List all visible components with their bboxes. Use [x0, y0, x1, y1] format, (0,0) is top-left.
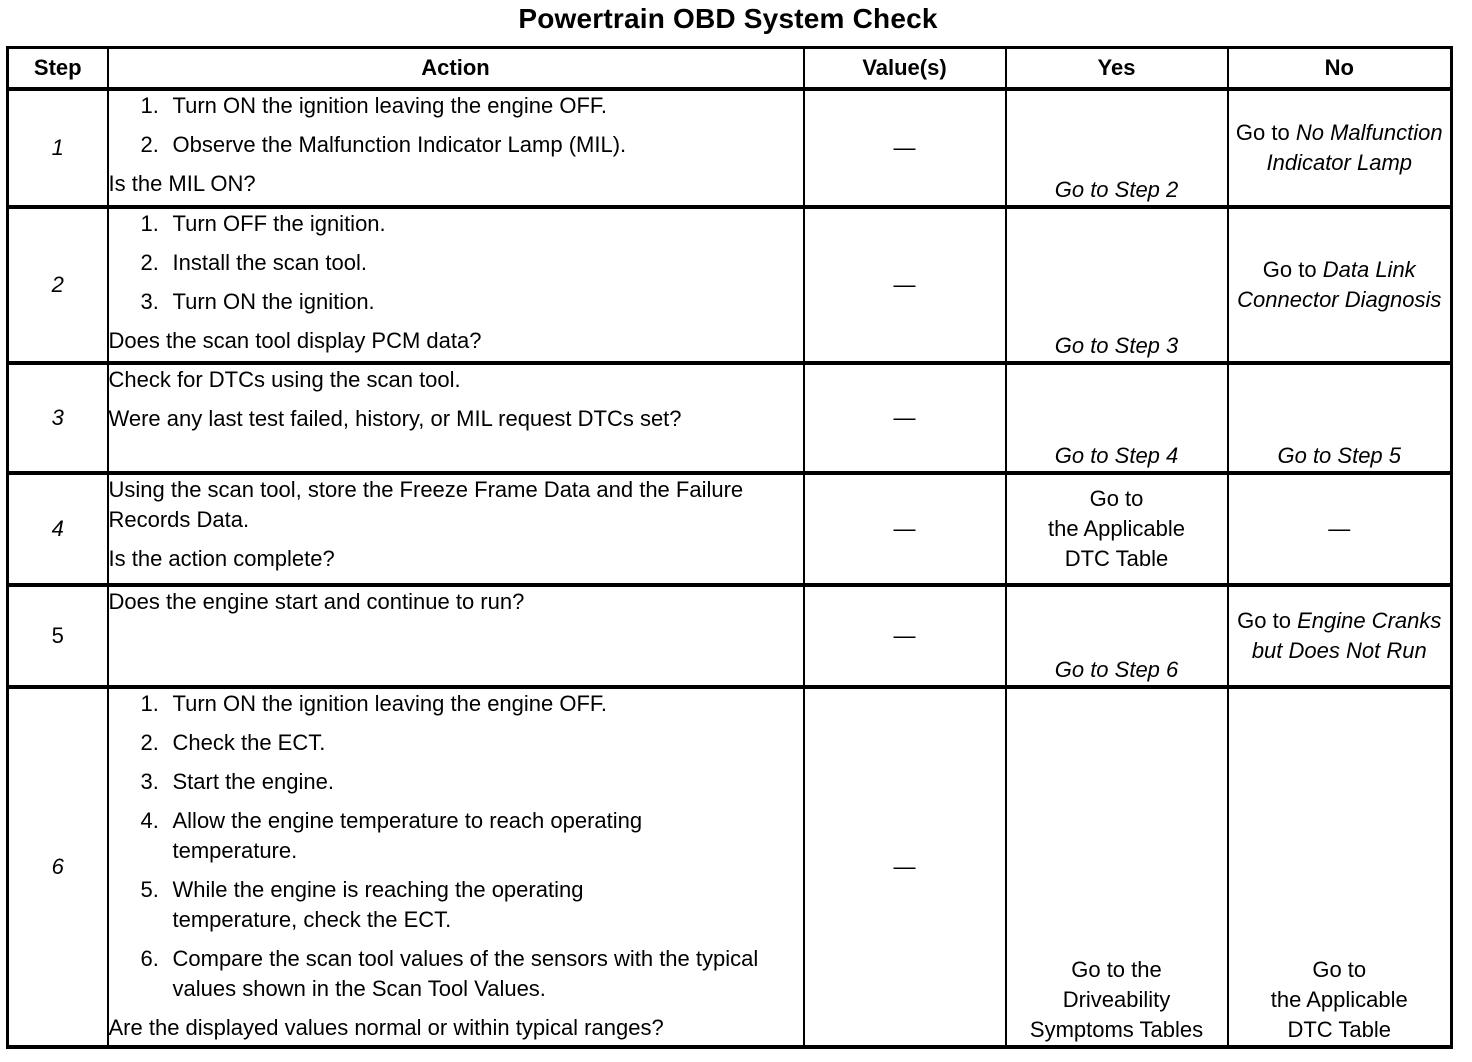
yes-cell: Go to Step 4	[1006, 363, 1228, 473]
action-cell	[108, 585, 804, 687]
action-text: Check for DTCs using the scan tool.	[108, 367, 461, 392]
column-header-no: No	[1228, 48, 1452, 90]
action-step: 1. Turn OFF the ignition.	[140, 211, 386, 236]
table-row	[8, 207, 1452, 363]
column-header-yes: Yes	[1006, 48, 1228, 90]
no-prefix: Go to	[1237, 608, 1291, 633]
yes-cell: Go to Step 6	[1006, 585, 1228, 687]
action-step: 6. Compare the scan tool values of the sensors with the typical values shown in the Scan Tool Values.	[140, 946, 759, 1001]
document-title: Powertrain OBD System Check	[518, 3, 938, 34]
action-step: 1. Turn ON the ignition leaving the engine OFF.	[140, 93, 608, 118]
diagnostic-table	[6, 46, 1453, 1049]
table-row	[8, 473, 1452, 585]
step-number: 4	[8, 473, 108, 585]
action-step-list	[109, 209, 803, 317]
action-question: Does the scan tool display PCM data?	[108, 328, 482, 353]
yes-cell: Go to the Driveability Symptoms Tables	[1006, 687, 1228, 1047]
step-number: 6	[8, 687, 108, 1047]
no-cell: Go to the Applicable DTC Table	[1228, 687, 1452, 1047]
action-cell	[108, 89, 804, 207]
no-prefix: Go to	[1235, 120, 1290, 145]
action-step: 1. Turn ON the ignition leaving the engine OFF.	[140, 691, 608, 716]
no-reference: Data Link Connector Diagnosis	[1237, 257, 1442, 312]
no-cell: —	[1228, 473, 1452, 585]
action-cell	[108, 473, 804, 585]
value-cell: —	[804, 363, 1006, 473]
value-cell: —	[804, 585, 1006, 687]
value-cell: —	[804, 687, 1006, 1047]
action-step: 3. Turn ON the ignition.	[140, 289, 375, 314]
step-number: 2	[8, 207, 108, 363]
action-cell	[108, 363, 804, 473]
no-reference: No Malfunction Indicator Lamp	[1266, 120, 1443, 175]
column-header-step: Step	[8, 48, 108, 90]
no-prefix: Go to	[1262, 257, 1317, 282]
action-step: 2. Install the scan tool.	[140, 250, 367, 275]
action-step: 2. Check the ECT.	[140, 730, 326, 755]
no-cell	[1228, 207, 1452, 363]
table-header-row	[8, 48, 1452, 90]
action-cell	[108, 207, 804, 363]
action-step-list	[109, 91, 803, 160]
yes-cell: Go to Step 2	[1006, 89, 1228, 207]
action-step: 5. While the engine is reaching the operating temperature, check the ECT.	[140, 877, 584, 932]
value-cell: —	[804, 207, 1006, 363]
action-step-list	[109, 689, 803, 1004]
table-row	[8, 89, 1452, 207]
no-reference: Engine Cranks but Does Not Run	[1251, 608, 1442, 663]
action-question: Is the MIL ON?	[108, 171, 256, 196]
action-question: Are the displayed values normal or within typical ranges?	[108, 1015, 664, 1040]
action-question: Is the action complete?	[108, 546, 335, 571]
action-step: 4. Allow the engine temperature to reach operating temperature.	[140, 808, 643, 863]
action-question: Were any last test failed, history, or MIL request DTCs set?	[108, 406, 682, 431]
no-cell	[1228, 585, 1452, 687]
value-cell: —	[804, 89, 1006, 207]
table-row	[8, 687, 1452, 1047]
no-cell: Go to Step 5	[1228, 363, 1452, 473]
value-cell: —	[804, 473, 1006, 585]
column-header-action: Action	[108, 48, 804, 90]
table-row	[8, 585, 1452, 687]
action-text: Using the scan tool, store the Freeze Frame Data and the Failure Records Data.	[108, 477, 744, 532]
step-number: 3	[8, 363, 108, 473]
action-step: 3. Start the engine.	[140, 769, 334, 794]
column-header-value: Value(s)	[804, 48, 1006, 90]
action-cell	[108, 687, 804, 1047]
yes-cell: Go to the Applicable DTC Table	[1006, 473, 1228, 585]
yes-cell: Go to Step 3	[1006, 207, 1228, 363]
step-number: 5	[8, 585, 108, 687]
action-text: Does the engine start and continue to run?	[108, 589, 525, 614]
no-cell	[1228, 89, 1452, 207]
step-number: 1	[8, 89, 108, 207]
table-row	[8, 363, 1452, 473]
action-step: 2. Observe the Malfunction Indicator Lamp (MIL).	[140, 132, 627, 157]
